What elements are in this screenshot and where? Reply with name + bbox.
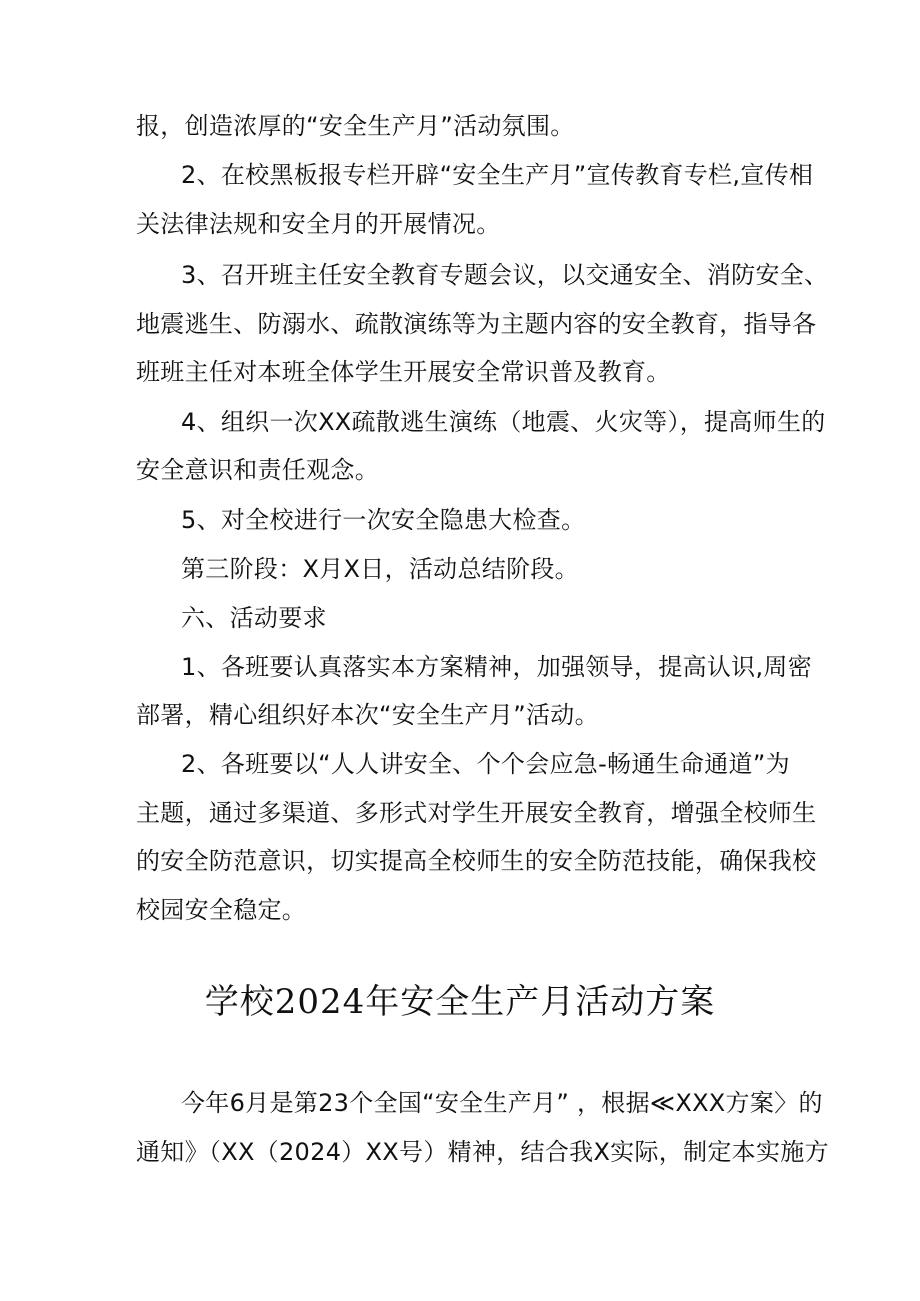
paragraph-line: 2、在校黑板报专栏开辟“安全生产月”宣传教育专栏,宣传相 xyxy=(181,161,814,189)
paragraph-line: 关法律法规和安全月的开展情况。 xyxy=(136,210,501,238)
paragraph-line: 的安全防范意识，切实提高全校师生的安全防范技能，确保我校 xyxy=(136,847,817,875)
paragraph-line: 3、召开班主任安全教育专题会议，以交通安全、消防安全、 xyxy=(181,261,829,289)
section-heading: 六、活动要求 xyxy=(181,604,327,632)
paragraph-line: 2、各班要以“人人讲安全、个个会应急-畅通生命通道”为 xyxy=(181,750,790,778)
paragraph-line: 主题，通过多渠道、多形式对学生开展安全教育，增强全校师生 xyxy=(136,799,817,827)
paragraph-line: 报，创造浓厚的“安全生产月”活动氛围。 xyxy=(136,112,575,140)
paragraph-line: 班班主任对本班全体学生开展安全常识普及教育。 xyxy=(136,358,671,386)
paragraph-line: 4、组织一次XX疏散逃生演练（地震、火灾等），提高师生的 xyxy=(181,408,826,436)
paragraph-line: 部署，精心组织好本次“安全生产月”活动。 xyxy=(136,701,599,729)
document-title: 学校2024年安全生产月活动方案 xyxy=(204,982,716,1022)
section-heading: 第三阶段：X月X日，活动总结阶段。 xyxy=(181,555,579,583)
paragraph-line: 1、各班要认真落实本方案精神，加强领导，提高认识,周密 xyxy=(181,653,812,681)
paragraph-line: 校园安全稳定。 xyxy=(136,896,307,924)
paragraph-line: 通知》（XX（2024）XX号）精神，结合我X实际，制定本实施方 xyxy=(136,1138,829,1166)
paragraph-line: 安全意识和责任观念。 xyxy=(136,456,379,484)
paragraph-line: 5、对全校进行一次安全隐患大检查。 xyxy=(181,506,586,534)
paragraph-line: 今年6月是第23个全国“安全生产月” ，根据≪XXX方案〉的 xyxy=(181,1089,823,1117)
paragraph-line: 地震逃生、防溺水、疏散演练等为主题内容的安全教育，指导各 xyxy=(136,310,817,338)
